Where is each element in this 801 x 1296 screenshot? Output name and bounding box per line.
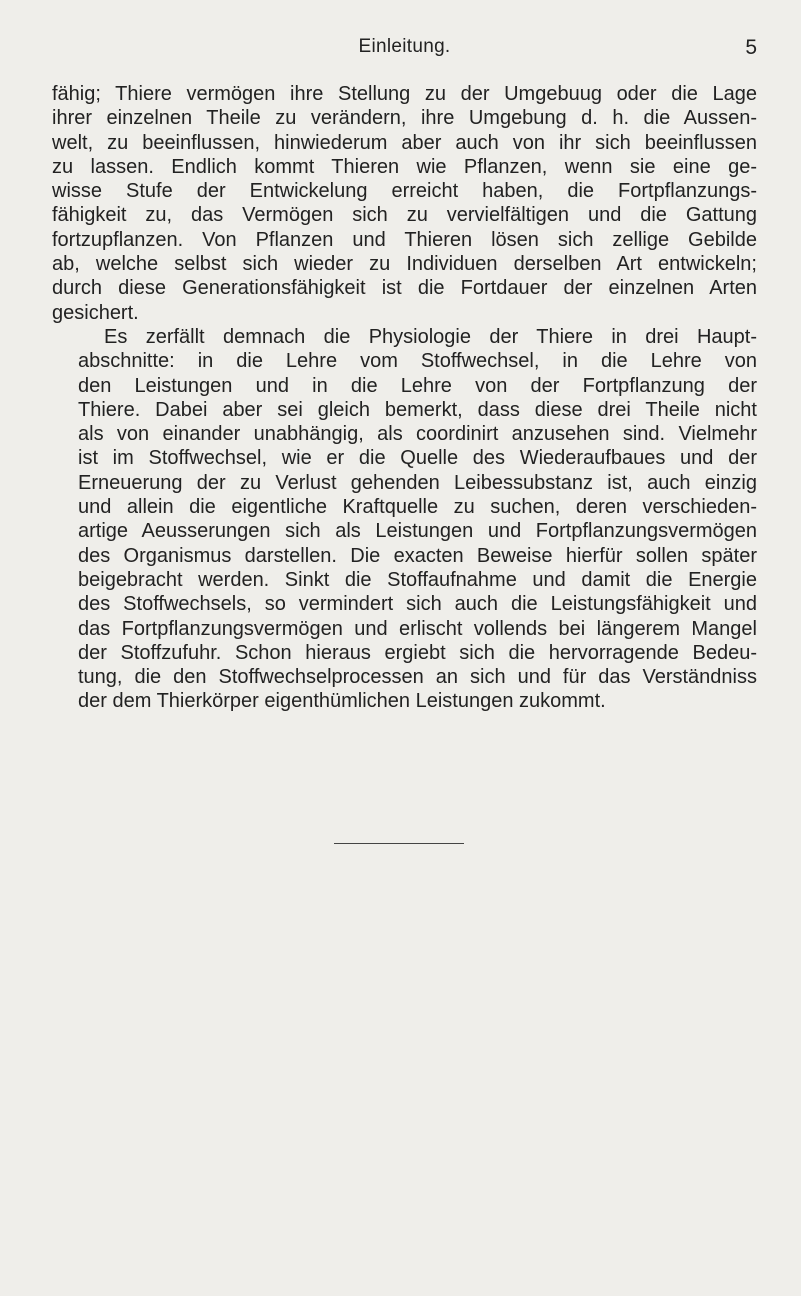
text-line: fähig; Thiere vermögen ihre Stellung zu der Umgebuug oder die Lage: [52, 83, 757, 105]
text-line: des Stoffwechsels, so vermindert sich auch die Leistungsfähigkeit und: [78, 593, 757, 616]
text-line: Erneuerung der zu Verlust gehenden Leibessubstanz ist, auch einzig: [78, 471, 757, 494]
running-title: Einleitung.: [358, 36, 451, 57]
text-line: artige Aeusserungen sich als Leistungen und Fortpflanzungsvermögen: [78, 520, 757, 543]
text-line: abschnitte: in die Lehre vom Stoffwechsel, in die Lehre von: [78, 350, 757, 373]
page-number: 5: [745, 36, 757, 59]
text-line: zu lassen. Endlich kommt Thieren wie Pflanzen, wenn sie eine ge-: [52, 155, 757, 178]
text-line: Es zerfällt demnach die Physiologie der Thiere in drei Haupt-: [104, 325, 757, 348]
body-text: [52, 82, 757, 714]
page-header: [52, 36, 757, 66]
text-line: und allein die eigentliche Kraftquelle zu suchen, deren verschieden-: [78, 496, 757, 519]
text-line: ist im Stoffwechsel, wie er die Quelle des Wiederaufbaues und der: [78, 447, 757, 470]
paragraph-2: [52, 325, 757, 714]
text-line: fortzupflanzen. Von Pflanzen und Thieren lösen sich zellige Gebilde: [52, 228, 757, 251]
section-divider: [334, 843, 464, 844]
text-line: Thiere. Dabei aber sei gleich bemerkt, dass diese drei Theile nicht: [78, 398, 757, 421]
text-line: der Stoffzufuhr. Schon hieraus ergiebt sich die hervorragende Bedeu-: [78, 641, 757, 664]
text-line: durch diese Generationsfähigkeit ist die Fortdauer der einzelnen Arten: [52, 277, 757, 300]
text-line: fähigkeit zu, das Vermögen sich zu vervielfältigen und die Gattung: [52, 204, 757, 227]
text-line: beigebracht werden. Sinkt die Stoffaufnahme und damit die Energie: [78, 568, 757, 591]
paragraph-1: [52, 82, 757, 325]
text-line: welt, zu beeinflussen, hinwiederum aber auch von ihr sich beeinflussen: [52, 131, 757, 154]
text-line: als von einander unabhängig, als coordinirt anzusehen sind. Vielmehr: [78, 423, 757, 446]
text-line: tung, die den Stoffwechselprocessen an sich und für das Verständniss: [78, 666, 757, 689]
text-line: den Leistungen und in die Lehre von der Fortpflanzung der: [78, 374, 757, 397]
text-line: das Fortpflanzungsvermögen und erlischt vollends bei längerem Mangel: [78, 617, 757, 640]
text-line: wisse Stufe der Entwickelung erreicht haben, die Fortpflanzungs-: [52, 180, 757, 203]
text-line: der dem Thierkörper eigenthümlichen Leistungen zukommt.: [78, 690, 606, 713]
text-line: ab, welche selbst sich wieder zu Individuen derselben Art entwickeln;: [52, 253, 757, 276]
text-line: ihrer einzelnen Theile zu verändern, ihre Umgebung d. h. die Aussen-: [52, 107, 757, 130]
text-line: des Organismus darstellen. Die exacten Beweise hierfür sollen später: [78, 544, 757, 567]
text-line: gesichert.: [52, 301, 139, 324]
